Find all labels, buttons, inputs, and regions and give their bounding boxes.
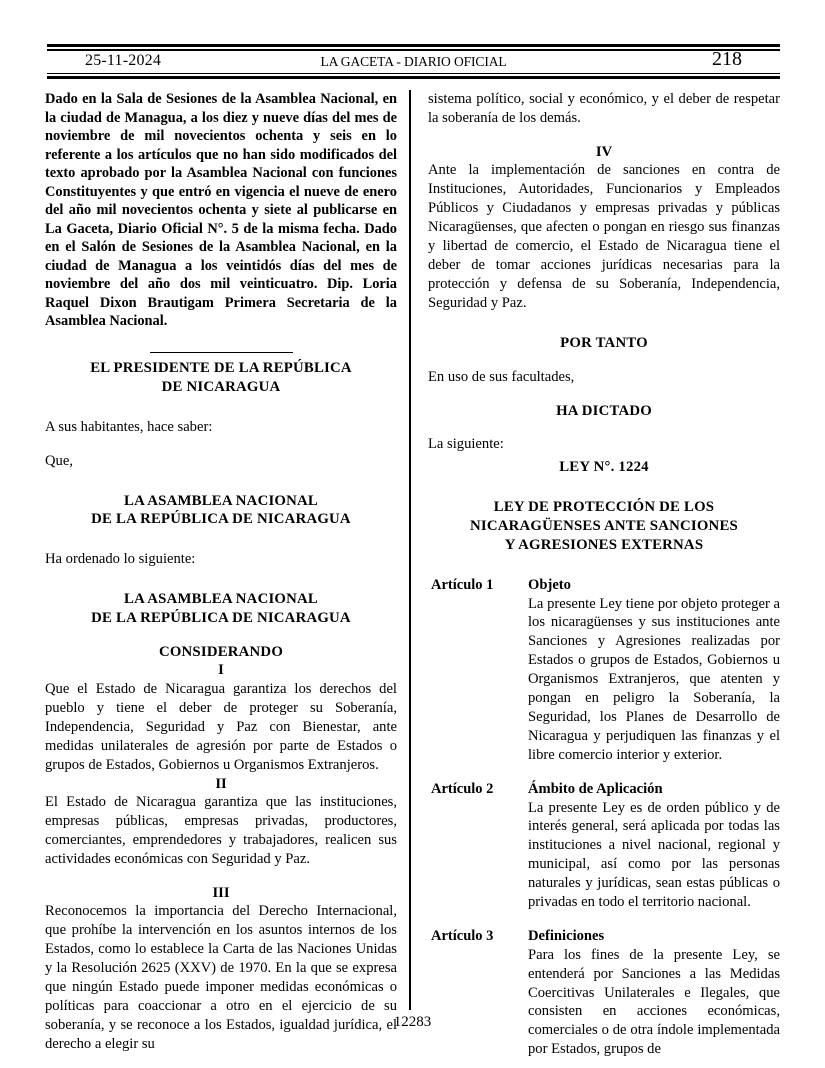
considerando-numeral-iv: IV xyxy=(595,143,613,160)
article-1-body xyxy=(528,576,780,765)
article-3-text: Para los fines de la presente Ley, se entenderá por Sanciones a las Medidas Coercitivas Unilaterales e Ilegales, que consisten en acciones económicas, comerciales o de otra índole implementada por Estados, grupos de xyxy=(528,946,780,1058)
article-3-body xyxy=(528,927,780,1059)
column-divider xyxy=(409,90,411,1010)
a-sus-habitantes-text: A sus habitantes, hace saber: xyxy=(45,418,213,435)
closing-paragraph: Dado en la Sala de Sesiones de la Asamblea Nacional, en la ciudad de Managua, a los diez y nueve días del mes de noviembre de mil novecientos ochenta y seis en lo referente a los artículos que no han sido modificados del texto aprobado por la Asamblea Nacional con funciones Constituyentes y que entró en vigencia el nueve de enero del año mil novecientos ochenta y siete al publicarse en La Gaceta, Diario Oficial N°. 5 de la misma fecha. Dado en el Salón de Sesiones de la Asamblea Nacional, en la ciudad de Managua a los veintidós días del mes de noviembre del año dos mil veinticuatro. Dip. Loria Raquel Dixon Brautigam Primera Secretaria de la Asamblea Nacional. xyxy=(45,91,397,329)
considerando-heading: CONSIDERANDO xyxy=(158,643,284,660)
article-2 xyxy=(428,780,780,912)
header-content xyxy=(47,47,780,73)
page-header xyxy=(47,44,780,84)
article-2-label: Artículo 2 xyxy=(431,780,494,797)
ley-title-line-3: Y AGRESIONES EXTERNAS xyxy=(504,536,704,553)
ley-title-line-2: NICARAGÜENSES ANTE SANCIONES xyxy=(470,517,738,534)
ley-number-heading: LEY N°. 1224 xyxy=(559,459,649,476)
considerando-numeral-iii: III xyxy=(212,884,230,901)
article-1-title: Objeto xyxy=(528,576,571,593)
en-uso-de-facultades-text: En uso de sus facultades, xyxy=(428,368,575,385)
por-tanto-heading: POR TANTO xyxy=(560,334,648,351)
article-2-body xyxy=(528,780,780,912)
article-2-text: La presente Ley es de orden público y de interés general, será aplicada por todas las instituciones a nivel nacional, regional y municipal, así como por las personas naturales y jurídicas, sean estas públicas o privadas en todo el territorio nacional. xyxy=(528,799,780,910)
considerando-text-iv: Ante la implementación de sanciones en contra de Instituciones, Autoridades, Funcionarios y Empleados Públicos y Ciudadanos y empresas privadas y públicas Nicaragüenses, que afecten o pongan en riesgo sus finanzas y libertad de comercio, el Estado de Nicaragua tiene el deber de tomar acciones jurídicas necesarias para la protección y defensa de su Soberanía, Independencia, Seguridad y Paz. xyxy=(428,162,780,311)
la-siguiente-text: La siguiente: xyxy=(428,436,504,453)
header-issue-number: 218 xyxy=(712,47,742,70)
ley-title-line-1: LEY DE PROTECCIÓN DE LOS xyxy=(493,499,715,516)
assembly-heading-2-line-2: DE LA REPÚBLICA DE NICARAGUA xyxy=(91,609,351,626)
article-1 xyxy=(428,576,780,765)
considerando-numeral-i: I xyxy=(218,662,224,679)
header-date: 25-11-2024 xyxy=(85,51,162,69)
considerando-text-ii: El Estado de Nicaragua garantiza que las instituciones, empresas públicas, empresas privadas, productores, comerciantes, emprendedores y trabajadores, realicen sus actividades económicas con Seguridad y Paz. xyxy=(45,793,397,867)
article-1-text: La presente Ley tiene por objeto proteger a los nicaragüenses y sus instituciones ante Sanciones y Agresiones realizadas por Estados o grupos de Estados, Gobiernos u Organismos Extranjeros, que atenten y pongan en peligro la Soberanía, la Seguridad, los Planes de Desarrollo de Nicaragua y perjudiquen las finanzas y el libre comercio interior y exterior. xyxy=(528,595,780,763)
header-rule-bottom-thick xyxy=(47,76,780,79)
assembly-heading-1-line-1: LA ASAMBLEA NACIONAL xyxy=(124,492,318,509)
ha-ordenado-text: Ha ordenado lo siguiente: xyxy=(45,551,196,568)
left-column xyxy=(45,90,397,1052)
page-folio-number: 12283 xyxy=(393,1014,432,1030)
president-heading-line-1: EL PRESIDENTE DE LA REPÚBLICA xyxy=(90,360,352,377)
considerando-numeral-ii: II xyxy=(215,775,227,792)
assembly-heading-1-line-2: DE LA REPÚBLICA DE NICARAGUA xyxy=(91,511,351,528)
continuation-paragraph: sistema político, social y económico, y el deber de respetar la soberanía de los demás. xyxy=(428,91,780,126)
article-1-label: Artículo 1 xyxy=(431,576,494,593)
article-2-title: Ámbito de Aplicación xyxy=(528,780,663,797)
considerando-text-i: Que el Estado de Nicaragua garantiza los derechos del pueblo y tiene el deber de proteger su Soberanía, Independencia, Seguridad y Paz con Bienestar, ante medidas unilaterales de agresión por parte de Estados o grupos de Estados, Gobiernos u Organismos Extranjeros. xyxy=(45,680,397,773)
considerando-text-iii: Reconocemos la importancia del Derecho Internacional, que prohíbe la intervención en los asuntos internos de los Estados, como lo establece la Carta de las Naciones Unidas y la Resolución 2625 (XXV) de 1970. En la que se expresa que ningún Estado puede imponer medidas económicas o políticas para coaccionar a otro en el ejercicio de su soberanía, y se reconoce a los Estados, igualdad jurídica, el derecho a elegir su xyxy=(45,902,397,1052)
article-3 xyxy=(428,927,780,1059)
ha-dictado-heading: HA DICTADO xyxy=(556,402,652,419)
president-heading-line-2: DE NICARAGUA xyxy=(161,378,281,395)
que-text: Que, xyxy=(45,452,73,469)
assembly-heading-2-line-1: LA ASAMBLEA NACIONAL xyxy=(124,591,318,608)
article-3-label: Artículo 3 xyxy=(431,927,494,944)
right-column xyxy=(428,90,780,1058)
article-3-title: Definiciones xyxy=(528,927,605,944)
header-publication-title: LA GACETA - DIARIO OFICIAL xyxy=(320,53,507,69)
